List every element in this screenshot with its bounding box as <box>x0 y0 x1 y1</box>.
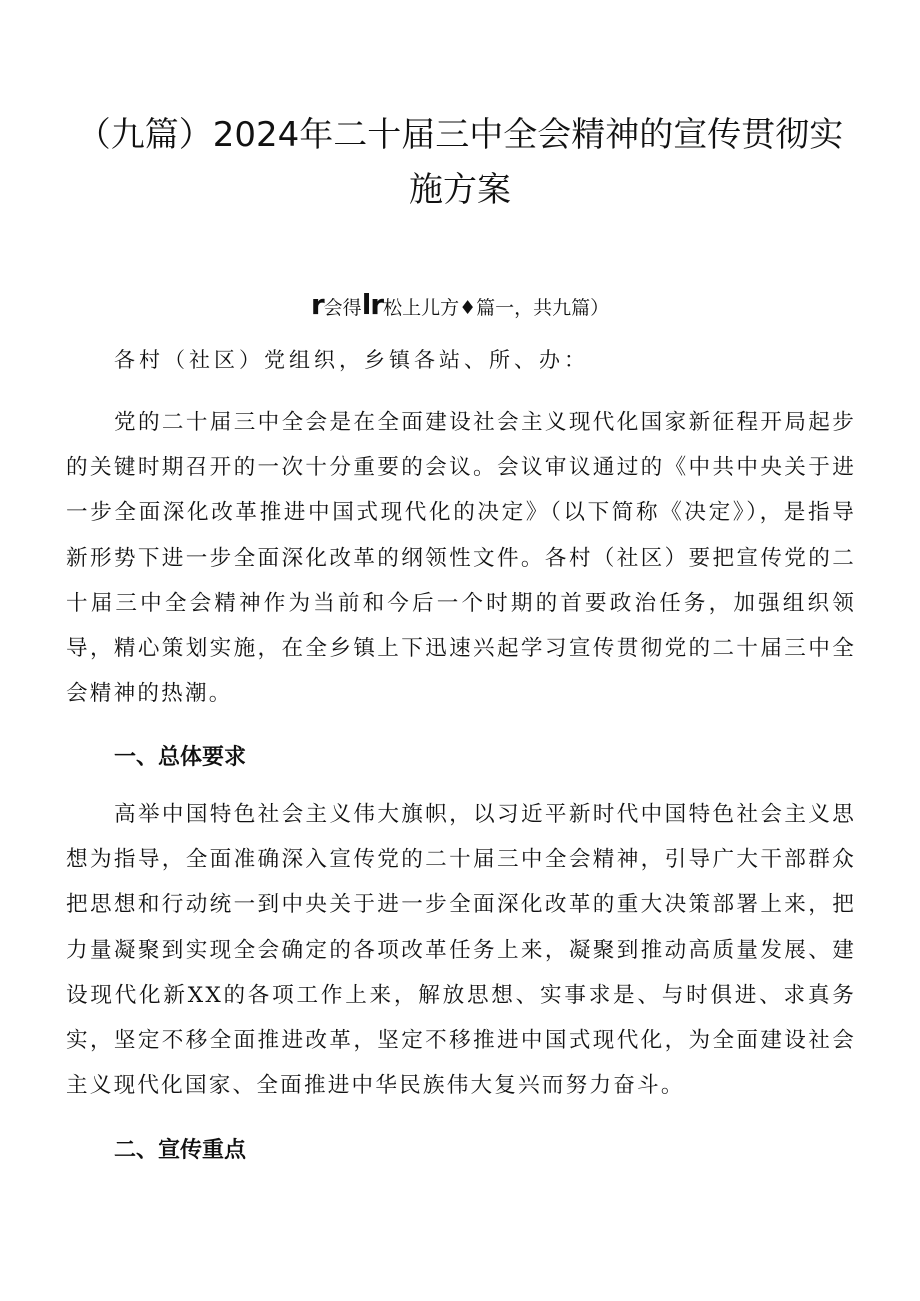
general-requirements-paragraph: 高举中国特色社会主义伟大旗帜，以习近平新时代中国特色社会主义思想为指导，全面准确深入宣传党的二十届三中全会精神，引导广大干部群众把思想和行动统一到中央关于进一步全面深化改革的重大决策部署上来，把力量凝聚到实现全会确定的各项改革任务上来，凝聚到推动高质量发展、建设现代化新XX的各项工作上来，解放思想、实事求是、与时俱进、求真务实，坚定不移全面推进改革，坚定不移推进中国式现代化，为全面建设社会主义现代化国家、全面推进中华民族伟大复兴而努力奋斗。 <box>66 802 856 1099</box>
subtitle-part1: 会得 <box>323 297 362 319</box>
salutation: 各村（社区）党组织，乡镇各站、所、办： <box>114 348 589 372</box>
subtitle-part2: 松上儿方♦篇一，共九篇） <box>383 297 610 319</box>
intro-paragraph: 党的二十届三中全会是在全面建设社会主义现代化国家新征程开局起步的关键时期召开的一次十分重要的会议。会议审议通过的《中共中央关于进一步全面深化改革推进中国式现代化的决定》（以下简称《决定》），是指导新形势下进一步全面深化改革的纲领性文件。各村（社区）要把宣传党的二十届三中全会精神作为当前和今后一个时期的首要政治任务，加强组织领导，精心策划实施，在全乡镇上下迅速兴起学习宣传贯彻党的二十届三中全会精神的热潮。 <box>66 410 856 707</box>
section-heading-general-requirements: 一、总体要求 <box>114 745 247 770</box>
subtitle-big: lr <box>361 288 384 321</box>
section-heading-publicity-focus: 二、宣传重点 <box>114 1138 247 1163</box>
document-title-line2: 施方案 <box>409 170 511 210</box>
document-subtitle <box>0 287 920 326</box>
document-title-line1: （九篇）2024年二十届三中全会精神的宣传贯彻实 <box>76 115 844 155</box>
subtitle-prefix: r <box>310 288 324 321</box>
